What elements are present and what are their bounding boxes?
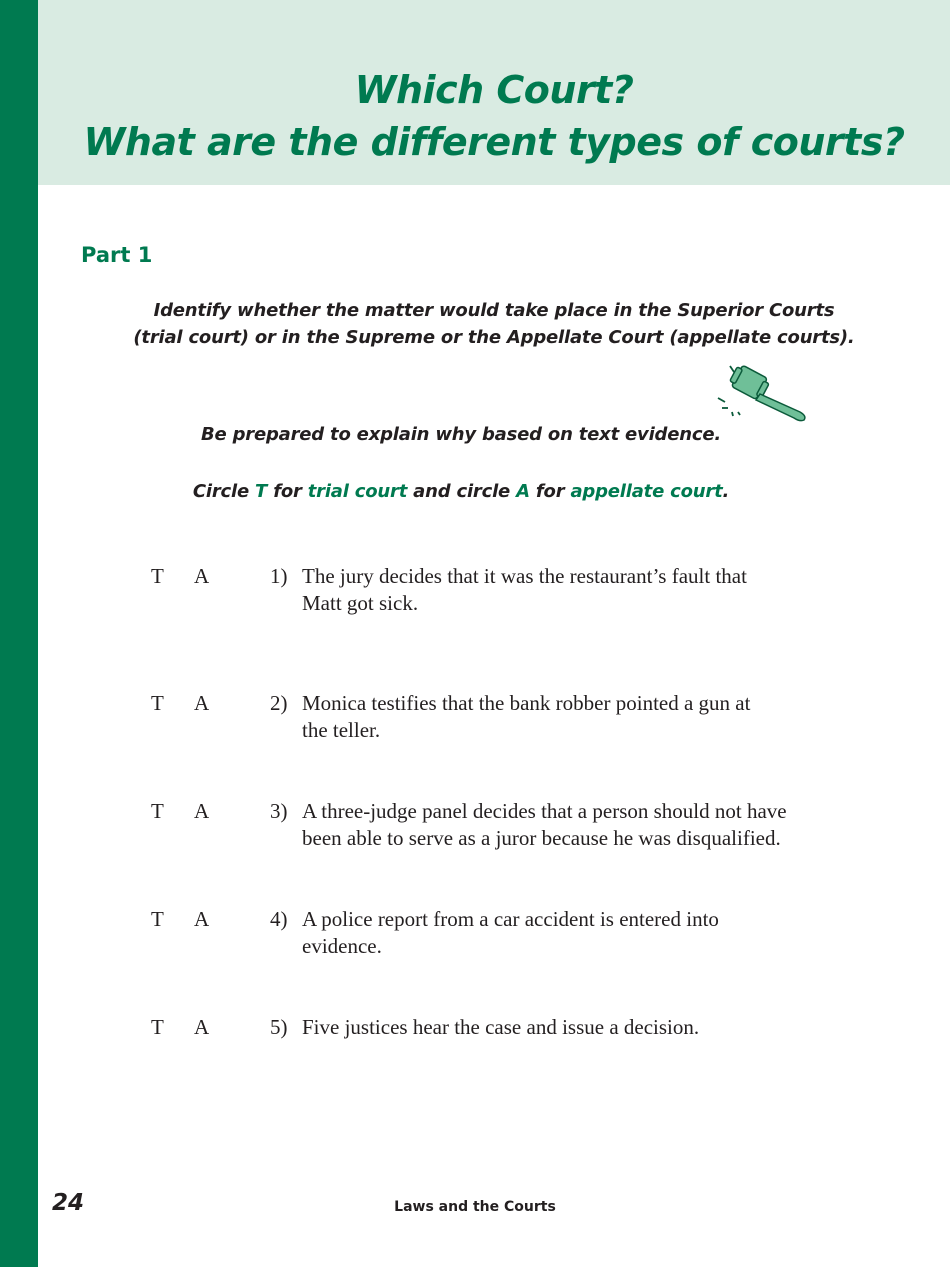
circle-instruction [0, 481, 922, 502]
trial-option[interactable]: T [151, 564, 164, 588]
trial-option[interactable]: T [151, 691, 164, 715]
appellate-option[interactable]: A [194, 1015, 210, 1039]
trial-option[interactable]: T [151, 907, 164, 931]
circle-t-letter: T [255, 481, 268, 502]
question-text-line1: Five justices hear the case and issue a decision. [302, 1015, 700, 1039]
circle-and: and circle [407, 481, 517, 502]
appellate-option[interactable]: A [194, 799, 210, 823]
question-text-line2: the teller. [302, 718, 381, 742]
trial-option[interactable]: T [151, 1015, 164, 1039]
appellate-option[interactable]: A [194, 907, 210, 931]
question-text-line1: A three-judge panel decides that a person should not have [302, 799, 787, 823]
question-number: 3) [270, 799, 288, 823]
trial-court-label: trial court [307, 481, 408, 502]
question-text-line1: Monica testifies that the bank robber pointed a gun at [302, 691, 751, 715]
question-number: 4) [270, 907, 288, 931]
appellate-option[interactable]: A [194, 564, 210, 588]
question-number: 1) [270, 564, 288, 588]
question-text-line2: evidence. [302, 934, 382, 958]
circle-for1: for [267, 481, 308, 502]
instruction-line3: Be prepared to explain why based on text evidence. [201, 424, 721, 445]
appellate-court-label: appellate court [570, 481, 723, 502]
page-title-line1: Which Court? [354, 68, 634, 112]
left-margin-bar [0, 0, 38, 1267]
circle-for2: for [529, 481, 571, 502]
circle-a-letter: A [516, 481, 530, 502]
question-text-line2: Matt got sick. [302, 591, 419, 615]
instruction-line1: Identify whether the matter would take place in the Superior Courts [153, 300, 835, 321]
page-title-line2: What are the different types of courts? [83, 120, 905, 164]
trial-option[interactable]: T [151, 799, 164, 823]
footer-book-title: Laws and the Courts [394, 1199, 556, 1215]
part-heading: Part 1 [81, 243, 153, 267]
instruction-line2: (trial court) or in the Supreme or the Appellate Court (appellate courts). [133, 327, 855, 348]
question-text-line2: been able to serve as a juror because he was disqualified. [302, 826, 781, 850]
circle-period: . [722, 481, 730, 502]
circle-prefix: Circle [192, 481, 256, 502]
question-number: 2) [270, 691, 288, 715]
appellate-option[interactable]: A [194, 691, 210, 715]
gavel-icon [712, 358, 812, 428]
page-number: 24 [52, 1190, 85, 1216]
question-text-line1: A police report from a car accident is entered into [302, 907, 719, 931]
question-text-line1: The jury decides that it was the restaurant’s fault that [302, 564, 747, 588]
question-number: 5) [270, 1015, 288, 1039]
